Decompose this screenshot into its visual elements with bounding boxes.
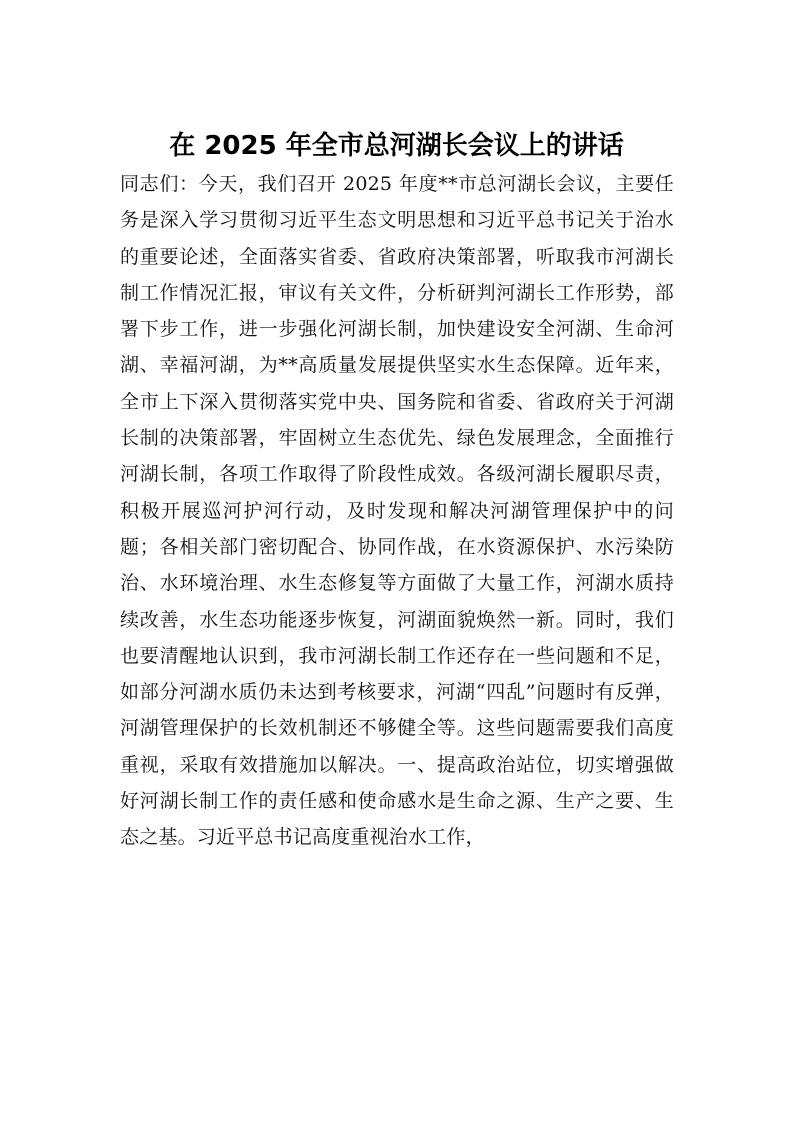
document-title: 在 2025 年全市总河湖长会议上的讲话 [169,131,624,161]
body-paragraph: 同志们：今天，我们召开 2025 年度**市总河湖长会议，主要任务是深入学习贯彻习近平生态文明思想和习近平总书记关于治水的重要论述，全面落实省委、省政府决策部署，听取我市河湖长制工作情况汇报，审议有关文件，分析研判河湖长工作形势，部署下步工作，进一步强化河湖长制，加快建设安全河湖、生命河湖、幸福河湖，为**高质量发展提供坚实水生态保障。近年来，全市上下深入贯彻落实党中央、国务院和省委、省政府关于河湖长制的决策部署，牢固树立生态优先、绿色发展理念，全面推行河湖长制，各项工作取得了阶段性成效。各级河湖长履职尽责，积极开展巡河护河行动，及时发现和解决河湖管理保护中的问题；各相关部门密切配合、协同作战，在水资源保护、水污染防治、水环境治理、水生态修复等方面做了大量工作，河湖水质持续改善，水生态功能逐步恢复，河湖面貌焕然一新。同时，我们也要清醒地认识到，我市河湖长制工作还存在一些问题和不足，如部分河湖水质仍未达到考核要求，河湖“四乱”问题时有反弹，河湖管理保护的长效机制还不够健全等。这些问题需要我们高度重视，采取有效措施加以解决。一、提高政治站位，切实增强做好河湖长制工作的责任感和使命感水是生命之源、生产之要、生态之基。习近平总书记高度重视治水工作， [120,173,674,849]
